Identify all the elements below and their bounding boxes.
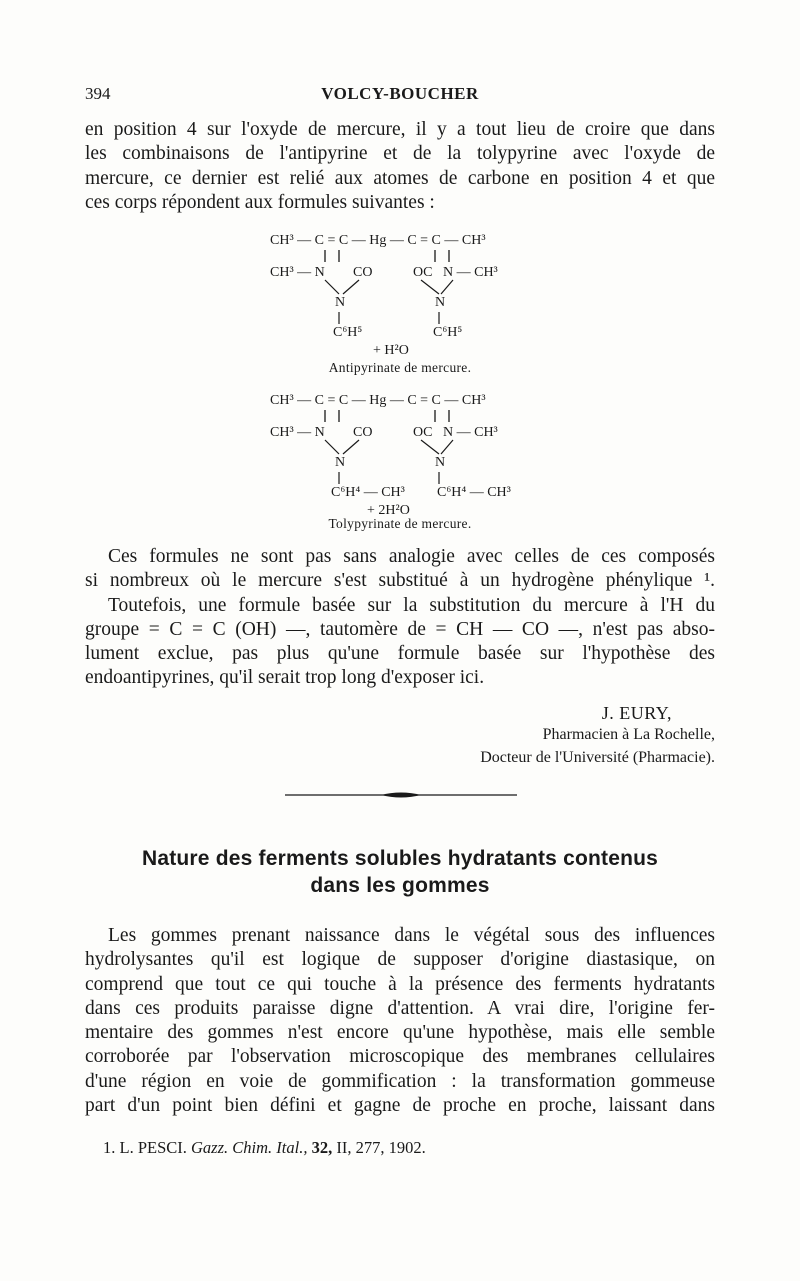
text-line: si nombreux où le mercure s'est substitué à un hydrogène phénylique ¹. bbox=[85, 570, 715, 592]
formula-n-right: N bbox=[435, 295, 446, 310]
antipyrinate-formula bbox=[255, 228, 555, 363]
text-line: Toutefois, une formule basée sur la substitution du mercure à l'H du bbox=[108, 594, 715, 616]
formula-structure bbox=[255, 228, 555, 358]
formula-row-1: CH³ — C = C — Hg — C = C — CH³ bbox=[270, 233, 486, 248]
text-line: endoantipyrines, qu'il serait trop long d'exposer ici. bbox=[85, 667, 485, 689]
text-line: hydrolysantes qu'il est logique de supposer d'origine diastasique, on bbox=[85, 949, 715, 971]
formula-row-2-right: N — CH³ bbox=[443, 425, 498, 440]
text-line: ces corps répondent aux formules suivantes : bbox=[85, 191, 435, 213]
signature-title-1: Pharmacien à La Rochelle, bbox=[542, 726, 715, 743]
formula-co: CO bbox=[353, 265, 373, 280]
text-line: lument exclue, pas plus qu'une formule basée sur l'hypothèse des bbox=[85, 643, 715, 665]
text-line: en position 4 sur l'oxyde de mercure, il y a tout lieu de croire que dans bbox=[85, 119, 715, 140]
formula-sub-left: C⁶H⁴ — CH³ bbox=[331, 485, 405, 500]
formula-row-2-left: CH³ — N bbox=[270, 425, 325, 440]
footnote-volume: 32, bbox=[311, 1138, 333, 1157]
text-line: mentaire des gommes n'est encore qu'une hypothèse, mais elle semble bbox=[85, 1022, 715, 1044]
formula-co: CO bbox=[353, 425, 373, 440]
formula-caption: Antipyrinate de mercure. bbox=[328, 360, 472, 375]
text-line: Les gommes prenant naissance dans le végétal sous des influences bbox=[108, 925, 715, 946]
text-line: dans ces produits paraisse digne d'attention. A vrai dire, l'origine fer- bbox=[85, 997, 715, 1019]
article-title-line-2: dans les gommes bbox=[310, 874, 490, 897]
formula-row-2-left: CH³ — N bbox=[270, 265, 325, 280]
formula-caption: Tolypyrinate de mercure. bbox=[328, 516, 472, 531]
formula-row-1: CH³ — C = C — Hg — C = C — CH³ bbox=[270, 393, 486, 408]
running-head: VOLCY-BOUCHER bbox=[321, 84, 479, 103]
footnote bbox=[103, 1138, 426, 1158]
text-line: comprend que tout ce qui touche à la présence des ferments hydratants bbox=[85, 973, 715, 995]
intro-paragraph bbox=[85, 118, 715, 215]
formula-sub-right: C⁶H⁴ — CH³ bbox=[437, 485, 511, 500]
section-divider bbox=[285, 790, 517, 800]
analogy-paragraph bbox=[85, 545, 715, 691]
text-line: corroborée par l'observation microscopique des membranes cellulaires bbox=[85, 1046, 715, 1068]
text-line: les combinaisons de l'antipyrine et de la tolypyrine avec l'oxyde de bbox=[85, 143, 715, 165]
formula-sub-left: C⁶H⁵ bbox=[333, 325, 363, 340]
article-paragraph bbox=[85, 924, 715, 1118]
text-line: part d'un point bien défini et gagne de proche en proche, laissant dans bbox=[85, 1095, 715, 1117]
formula-n-right: N bbox=[435, 455, 446, 470]
footnote-ref: II, 277, 1902. bbox=[336, 1138, 426, 1157]
page-header bbox=[85, 84, 715, 110]
signature-name: J. EURY, bbox=[601, 703, 672, 723]
formula-n-left: N bbox=[335, 455, 346, 470]
formula-structure bbox=[255, 388, 555, 518]
text-line: groupe = C = C (OH) —, tautomère de = CH — CO —, n'est pas abso- bbox=[85, 618, 715, 640]
text-line: Ces formules ne sont pas sans analogie avec celles de ces composés bbox=[108, 546, 715, 567]
footnote-journal: Gazz. Chim. Ital., bbox=[191, 1138, 308, 1157]
article-title-line-1: Nature des ferments solubles hydratants contenus bbox=[141, 847, 659, 870]
tolypyrinate-formula bbox=[255, 388, 555, 523]
formula-row-2-right: N — CH³ bbox=[443, 265, 498, 280]
text-line: d'une région en voie de gommification : la transformation gommeuse bbox=[85, 1070, 715, 1092]
formula-oc: OC bbox=[413, 265, 433, 280]
formula-water: + 2H²O bbox=[367, 503, 410, 518]
formula-oc: OC bbox=[413, 425, 433, 440]
text-line: mercure, ce dernier est relié aux atomes de carbone en position 4 et que bbox=[85, 167, 715, 189]
formula-sub-right: C⁶H⁵ bbox=[433, 325, 463, 340]
footnote-number: 1. bbox=[103, 1138, 116, 1157]
formula-water: + H²O bbox=[373, 343, 409, 358]
formula-n-left: N bbox=[335, 295, 346, 310]
signature-title-2: Docteur de l'Université (Pharmacie). bbox=[480, 749, 715, 766]
footnote-author: L. PESCI. bbox=[119, 1138, 187, 1157]
page-number: 394 bbox=[85, 84, 111, 103]
